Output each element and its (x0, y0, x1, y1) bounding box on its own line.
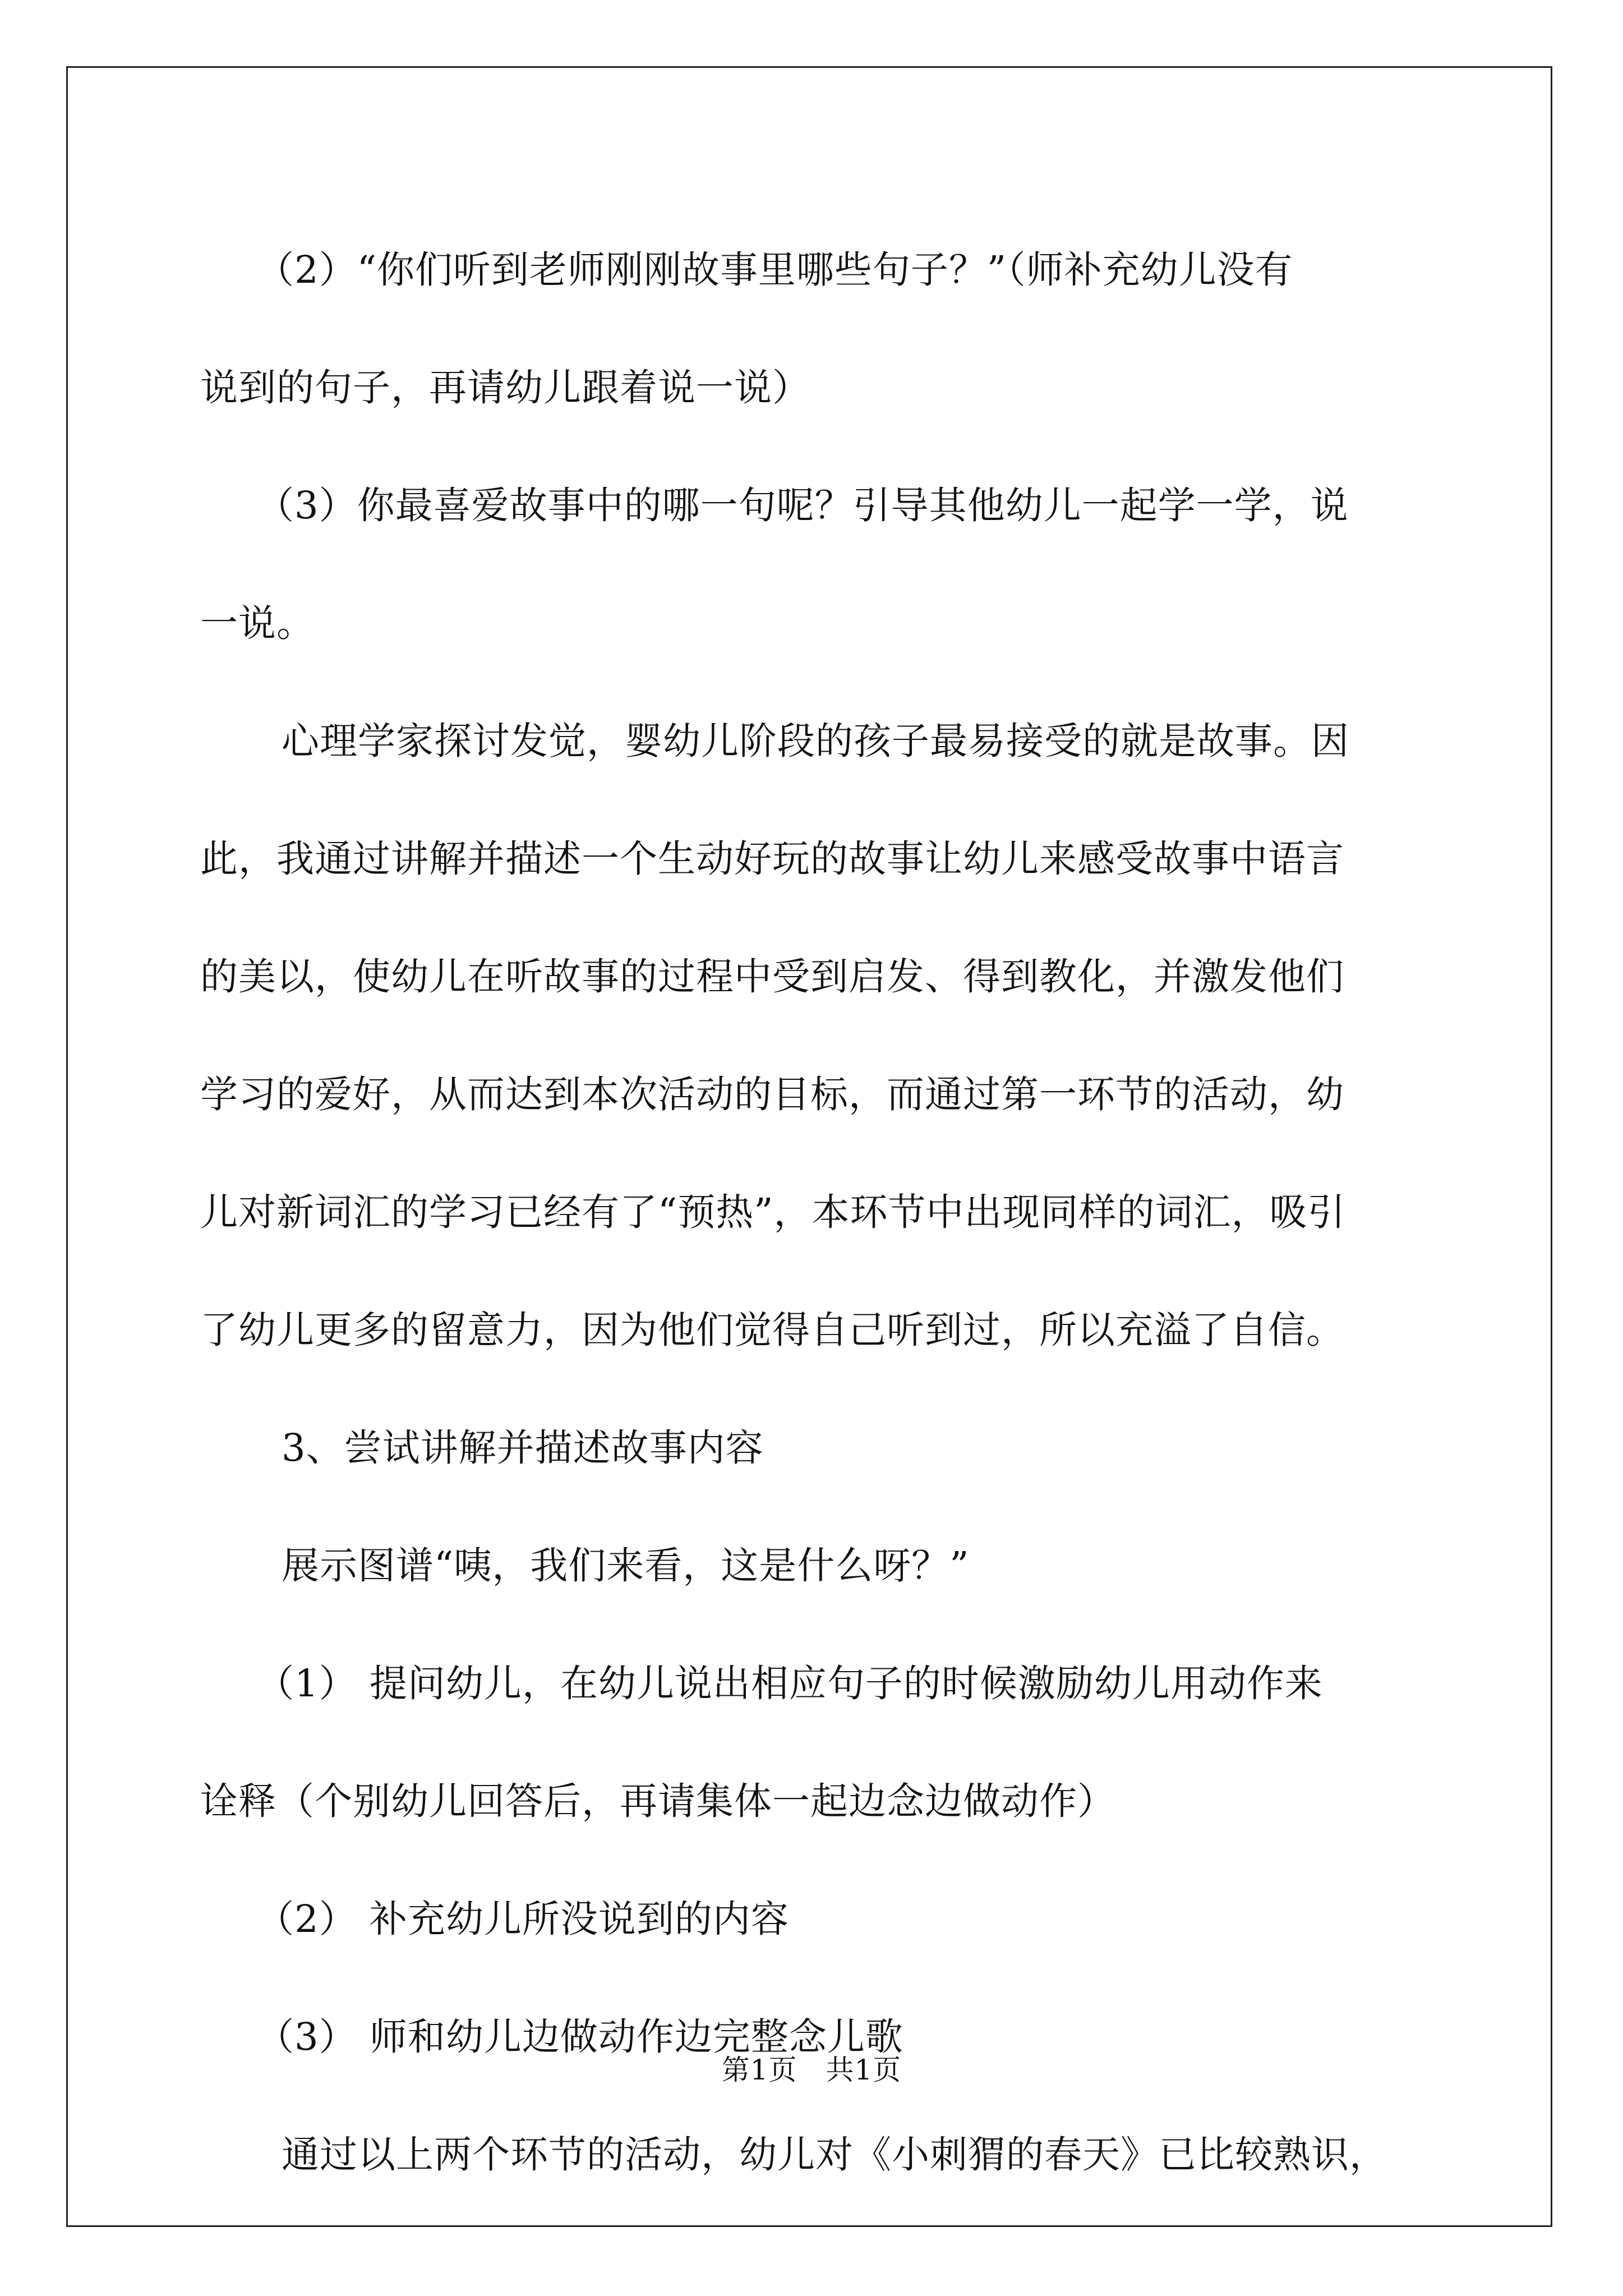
paragraph-line: 学习的爱好，从而达到本次活动的目标，而通过第一环节的活动，幼 (200, 1073, 1344, 1116)
section-heading: 3、尝试讲解并描述故事内容 (282, 1426, 764, 1470)
paragraph-line: 儿对新词汇的学习已经有了“预热”，本环节中出现同样的词汇，吸引 (200, 1190, 1346, 1234)
page-footer: 第1页 共1页 (721, 2054, 902, 2086)
document-body (200, 211, 1428, 2214)
paragraph-line: 说到的句子，再请幼儿跟着说一说） (200, 366, 810, 409)
paragraph-line: 展示图谱“咦，我们来看，这是什么呀？” (282, 1544, 970, 1588)
paragraph-line: 心理学家探讨发觉，婴幼儿阶段的孩子最易接受的就是故事。因 (282, 719, 1349, 763)
paragraph-line: （2） 补充幼儿所没说到的内容 (256, 1897, 789, 1941)
paragraph-line: （3） 师和幼儿边做动作边完整念儿歌 (256, 2015, 903, 2059)
paragraph-line: 通过以上两个环节的活动，幼儿对《小刺猬的春天》已比较熟识， (282, 2133, 1387, 2177)
paragraph-line: （2）“你们听到老师刚刚故事里哪些句子？”（师补充幼儿没有 (256, 248, 1293, 292)
paragraph-line: 诠释（个别幼儿回答后，再请集体一起边念边做动作） (200, 1779, 1115, 1823)
paragraph-line: 的美以，使幼儿在听故事的过程中受到启发、得到教化，并激发他们 (200, 955, 1344, 999)
paragraph-line: 一说。 (200, 601, 315, 645)
paragraph-line: 了幼儿更多的留意力，因为他们觉得自己听到过，所以充溢了自信。 (200, 1308, 1344, 1352)
paragraph-line: （1） 提问幼儿，在幼儿说出相应句子的时候激励幼儿用动作来 (256, 1662, 1323, 1705)
paragraph-line: （3）你最喜爱故事中的哪一句呢？引导其他幼儿一起学一学，说 (256, 484, 1349, 527)
paragraph-line: 此，我通过讲解并描述一个生动好玩的故事让幼儿来感受故事中语言 (200, 837, 1344, 881)
